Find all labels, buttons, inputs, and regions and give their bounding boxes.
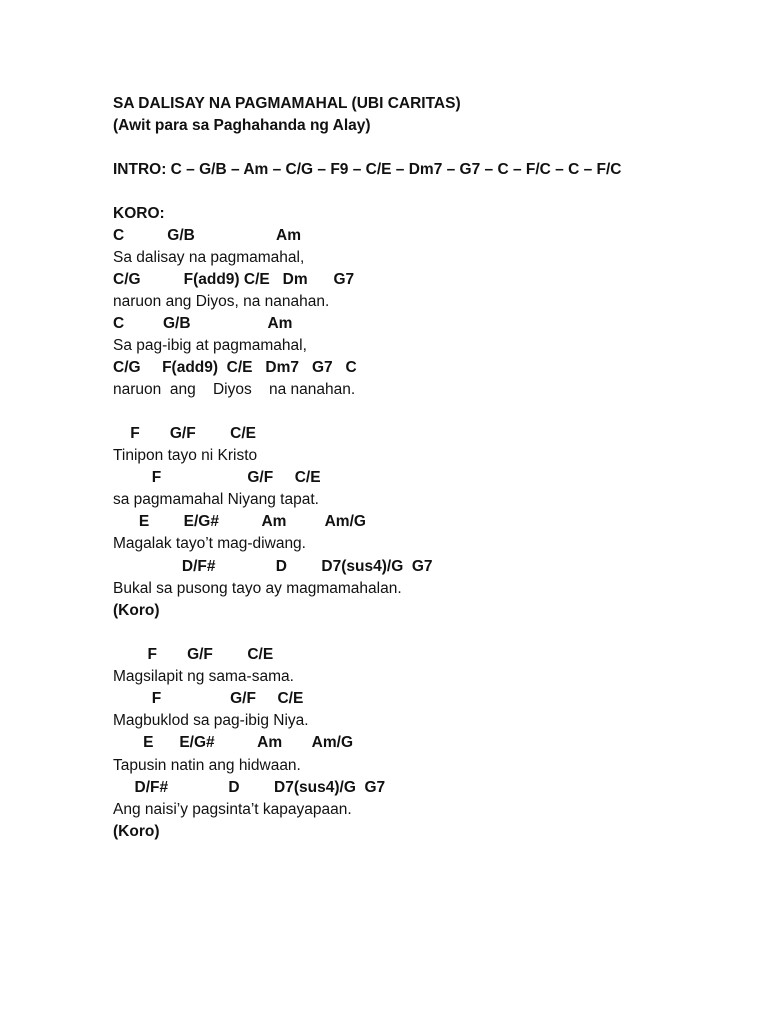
koro-refrain-marker: (Koro) <box>113 602 160 619</box>
lyric-line: Bukal sa pusong tayo ay magmamahalan. <box>113 580 402 597</box>
koro-heading: KORO: <box>113 205 165 222</box>
lyric-line: Sa dalisay na pagmamahal, <box>113 249 305 266</box>
lyric-line: Magbuklod sa pag-ibig Niya. <box>113 712 309 729</box>
intro-chords: INTRO: C – G/B – Am – C/G – F9 – C/E – Dm7 – G7 – C – F/C – C – F/C <box>113 161 622 178</box>
lyric-line: Magsilapit ng sama-sama. <box>113 668 294 685</box>
koro-refrain-marker: (Koro) <box>113 823 160 840</box>
lyric-line: Magalak tayo’t mag-diwang. <box>113 535 306 552</box>
chord-line: F G/F C/E <box>113 646 274 663</box>
lyric-line: Sa pag-ibig at pagmamahal, <box>113 337 307 354</box>
chord-line: F G/F C/E <box>113 690 304 707</box>
lyric-line: sa pagmamahal Niyang tapat. <box>113 491 319 508</box>
chord-line: F G/F C/E <box>113 469 321 486</box>
lyric-line: Ang naisi’y pagsinta’t kapayapaan. <box>113 801 352 818</box>
lyric-line: Tapusin natin ang hidwaan. <box>113 757 301 774</box>
song-subtitle: (Awit para sa Paghahanda ng Alay) <box>113 117 371 134</box>
lyric-line: naruon ang Diyos, na nanahan. <box>113 293 330 310</box>
lyric-line: Tinipon tayo ni Kristo <box>113 447 258 464</box>
chord-line: D/F# D D7(sus4)/G G7 <box>113 779 386 796</box>
chord-line: E E/G# Am Am/G <box>113 513 366 530</box>
chord-line: C G/B Am <box>113 227 302 244</box>
chord-line: C G/B Am <box>113 315 293 332</box>
chord-line: C/G F(add9) C/E Dm G7 <box>113 271 355 288</box>
lyric-line: naruon ang Diyos na nanahan. <box>113 381 356 398</box>
chord-line: F G/F C/E <box>113 425 256 442</box>
song-title: SA DALISAY NA PAGMAMAHAL (UBI CARITAS) <box>113 95 461 112</box>
chord-line: E E/G# Am Am/G <box>113 734 354 751</box>
chord-line: D/F# D D7(sus4)/G G7 <box>113 558 433 575</box>
chord-line: C/G F(add9) C/E Dm7 G7 C <box>113 359 357 376</box>
